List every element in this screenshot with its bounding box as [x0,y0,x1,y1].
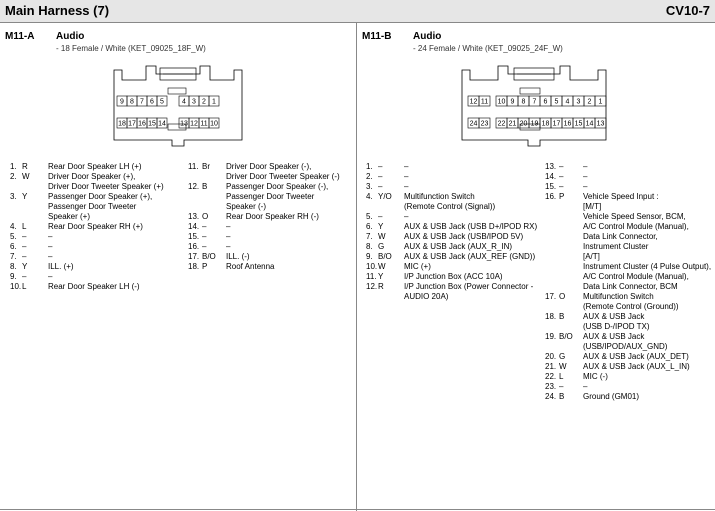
pin-label: 6 [150,98,154,106]
pin-label: 11 [200,120,208,128]
pin-row [366,222,544,232]
pin-label: 5 [554,98,559,106]
pin-wire-color: – [202,222,207,231]
pin-label: 12 [469,98,478,106]
pin-number: 9. [366,252,373,261]
pin-label: 18 [541,120,550,128]
pin-label: 10 [497,98,506,106]
pin-label: 2 [202,98,206,106]
pin-wire-color: – [378,212,383,221]
pin-number: 12. [366,282,378,291]
pin-description: A/C Control Module (Manual), [583,222,689,231]
connector-key [168,88,186,94]
connector-id-m11a: M11-A [5,31,35,42]
pin-description: Rear Door Speaker LH (-) [48,282,140,291]
pin-number: 1. [10,162,17,171]
pin-row [10,232,185,242]
pin-number: 14. [188,222,200,231]
pin-wire-color: Y [22,192,28,201]
pin-row [366,192,544,202]
pin-description: – [583,162,588,171]
pin-row [10,222,185,232]
pin-label: 8 [521,98,526,106]
pin-wire-color: – [202,242,207,251]
pin-wire-color: W [378,232,386,241]
pin-row [188,222,353,232]
connector-id-m11b: M11-B [362,31,392,42]
pin-row [545,222,713,232]
pin-label: 21 [508,120,517,128]
pin-description: Rear Door Speaker RH (+) [48,222,143,231]
pin-number: 8. [366,242,373,251]
pin-wire-color: – [378,172,383,181]
pin-label: 7 [532,98,537,106]
pin-wire-color: B/O [559,332,573,341]
pin-number: 19. [545,332,557,341]
pin-label: 15 [148,120,156,128]
pin-wire-color: R [22,162,28,171]
pin-label: 2 [587,98,592,106]
pin-description: Rear Door Speaker RH (-) [226,212,319,221]
pin-row [545,162,713,172]
pin-wire-color: – [22,232,27,241]
pin-description: – [48,252,53,261]
pin-number: 14. [545,172,557,181]
pin-description: Rear Door Speaker LH (+) [48,162,142,171]
pin-description: AUDIO 20A) [404,292,449,301]
pin-label: 18 [118,120,126,128]
page-title: Main Harness (7) [5,3,110,18]
pin-label: 16 [138,120,146,128]
pin-label: 4 [565,98,570,106]
connector-diagram-m11a [108,60,248,148]
pin-number: 7. [366,232,373,241]
pin-description: AUX & USB Jack (AUX_REF (GND)) [404,252,536,261]
pin-description: – [226,242,231,251]
pin-number: 5. [366,212,373,221]
pin-description: AUX & USB Jack [583,312,645,321]
pin-row [545,372,713,382]
pin-number: 24. [545,392,557,401]
pin-description: [A/T] [583,252,600,261]
pin-row [545,172,713,182]
pin-row [545,382,713,392]
pin-wire-color: R [378,282,384,291]
pin-description: Passenger Door Tweeter [226,192,315,201]
pin-number: 11. [366,272,377,281]
pin-description: Data Link Connector, [583,232,658,241]
pin-label: 10 [210,120,218,128]
pin-description: AUX & USB Jack (AUX_R_IN) [404,242,513,251]
column-divider [356,23,357,511]
pin-row [10,242,185,252]
connector-name-m11b: Audio [413,31,442,42]
pin-label: 22 [497,120,506,128]
pin-description: Multifunction Switch [583,292,654,301]
pin-description: Vehicle Speed Input : [583,192,659,201]
pin-description: [M/T] [583,202,602,211]
pin-wire-color: Y [378,222,384,231]
pin-label: 17 [128,120,136,128]
pin-label: 20 [519,120,528,128]
pin-description: Multifunction Switch [404,192,475,201]
pin-row [188,262,353,272]
pin-row [10,272,185,282]
pin-row [545,272,713,282]
pin-number: 16. [188,242,200,251]
pin-row [10,262,185,272]
pin-description: I/P Junction Box (Power Connector - [404,282,534,291]
pin-label: 24 [469,120,478,128]
pin-description: (USB/IPOD/AUX_GND) [583,342,668,351]
pin-wire-color: Y [22,262,28,271]
pin-label: 11 [480,98,489,106]
pin-number: 10. [366,262,378,271]
pin-description: (USB D-/IPOD TX) [583,322,650,331]
pin-number: 18. [545,312,557,321]
pin-description: – [404,162,409,171]
pin-row [10,252,185,262]
pin-description: Passenger Door Speaker (-), [226,182,329,191]
pin-label: 14 [158,120,166,128]
pin-wire-color: – [559,162,564,171]
pin-wire-color: G [559,352,566,361]
pin-description: Speaker (-) [226,202,267,211]
pin-description: Driver Door Tweeter Speaker (-) [226,172,340,181]
pin-label: 17 [552,120,561,128]
pin-row [188,232,353,242]
pin-description: A/C Control Module (Manual), [583,272,689,281]
pin-label: 12 [190,120,198,128]
pin-description: AUX & USB Jack (AUX_L_IN) [583,362,690,371]
pin-description: AUX & USB Jack [583,332,645,341]
pin-wire-color: O [202,212,209,221]
connector-diagram-m11b [456,60,612,148]
pin-wire-color: P [202,262,208,271]
pin-label: 5 [160,98,164,106]
pin-label: 1 [598,98,603,106]
pin-description: Instrument Cluster (4 Pulse Output), [583,262,712,271]
pin-description: – [404,212,409,221]
pin-row [366,252,544,262]
pin-number: 17. [545,292,557,301]
pin-number: 3. [366,182,373,191]
pin-wire-color: – [559,382,564,391]
pin-row [10,182,185,192]
pin-wire-color: B/O [202,252,216,261]
pin-label: 14 [585,120,594,128]
pin-list-m11a-left [10,162,185,292]
pin-row [545,342,713,352]
pin-row [545,262,713,272]
pin-number: 10. [10,282,22,291]
pin-description: ILL. (+) [48,262,74,271]
pin-wire-color: – [559,182,564,191]
pin-description: – [404,182,409,191]
pin-row [188,172,353,182]
pin-description: – [583,382,588,391]
pin-description: Data Link Connector, BCM [583,282,678,291]
pin-description: – [226,232,231,241]
pin-label: 9 [120,98,124,106]
pin-label: 23 [480,120,489,128]
pin-row [366,272,544,282]
pin-label: 7 [140,98,144,106]
pin-wire-color: Br [202,162,210,171]
pin-label: 6 [543,98,548,106]
pin-label: 15 [574,120,583,128]
connector-name-m11a: Audio [56,31,85,42]
pin-number: 15. [188,232,200,241]
pin-description: (Remote Control (Ground)) [583,302,679,311]
pin-wire-color: B [559,312,565,321]
pin-row [545,232,713,242]
pin-number: 13. [188,212,200,221]
pin-number: 7. [10,252,17,261]
pin-row [10,202,185,212]
pin-wire-color: – [22,252,27,261]
pin-wire-color: W [378,262,386,271]
pin-wire-color: L [559,372,564,381]
pin-wire-color: – [22,242,27,251]
pin-list-m11a-right [188,162,353,272]
pin-row [366,242,544,252]
pin-label: 9 [510,98,515,106]
pin-description: – [404,172,409,181]
pin-number: 6. [10,242,17,251]
pin-row [10,282,185,292]
pin-description: AUX & USB Jack (AUX_DET) [583,352,689,361]
pin-row [188,212,353,222]
pin-row [545,212,713,222]
pin-description: Instrument Cluster [583,242,649,251]
bottom-border [0,509,715,510]
pin-description: Driver Door Speaker (-), [226,162,312,171]
pin-description: Driver Door Tweeter Speaker (+) [48,182,164,191]
pin-number: 8. [10,262,17,271]
pin-description: AUX & USB Jack (USB D+/IPOD RX) [404,222,538,231]
pin-row [545,302,713,312]
pin-row [366,202,544,212]
pin-description: (Remote Control (Signal)) [404,202,496,211]
pin-number: 16. [545,192,557,201]
pin-label: 3 [192,98,196,106]
pin-row [545,242,713,252]
pin-label: 13 [180,120,188,128]
pin-description: Passenger Door Tweeter [48,202,137,211]
pin-row [188,202,353,212]
pin-row [545,362,713,372]
pin-row [366,162,544,172]
pin-row [366,232,544,242]
pin-number: 21. [545,362,557,371]
pin-wire-color: W [22,172,30,181]
pin-wire-color: L [22,282,27,291]
pin-wire-color: B [202,182,208,191]
pin-row [545,392,713,402]
pin-number: 6. [366,222,373,231]
connector-desc-m11b: - 24 Female / White (KET_09025_24F_W) [413,44,563,53]
pin-row [10,192,185,202]
pin-number: 15. [545,182,557,191]
pin-row [366,282,544,292]
pin-number: 4. [366,192,373,201]
pin-list-m11b-left [366,162,544,302]
pin-wire-color: B [559,392,565,401]
pin-wire-color: Y/O [378,192,392,201]
pin-description: AUX & USB Jack (USB/IPOD 5V) [404,232,524,241]
connector-desc-m11a: - 18 Female / White (KET_09025_18F_W) [56,44,206,53]
pin-wire-color: P [559,192,565,201]
pin-description: I/P Junction Box (ACC 10A) [404,272,503,281]
pin-description: – [583,172,588,181]
pin-number: 23. [545,382,557,391]
pin-row [366,172,544,182]
pin-row [188,192,353,202]
pin-label: 3 [576,98,581,106]
pin-row [545,192,713,202]
pin-number: 5. [10,232,17,241]
pin-list-m11b-right [545,162,713,402]
pin-wire-color: B/O [378,252,392,261]
pin-description: – [583,182,588,191]
pin-row [545,332,713,342]
pin-row [188,182,353,192]
pin-wire-color: – [22,272,27,281]
pin-wire-color: Y [378,272,384,281]
pin-number: 12. [188,182,200,191]
pin-row [10,212,185,222]
pin-description: – [48,232,53,241]
pin-number: 17. [188,252,200,261]
pin-row [188,242,353,252]
pin-wire-color: – [559,172,564,181]
pin-number: 2. [366,172,373,181]
pin-number: 22. [545,372,557,381]
pin-number: 4. [10,222,17,231]
pin-row [188,252,353,262]
pin-row [545,282,713,292]
pin-number: 11. [188,162,199,171]
pin-wire-color: – [378,182,383,191]
pin-description: MIC (-) [583,372,608,381]
pin-description: – [48,272,53,281]
pin-description: Roof Antenna [226,262,275,271]
connector-key [520,88,540,94]
pin-description: Speaker (+) [48,212,91,221]
pin-description: Passenger Door Speaker (+), [48,192,153,201]
pin-row [366,292,544,302]
pin-description: – [226,222,231,231]
pin-row [545,292,713,302]
pin-description: Ground (GM01) [583,392,640,401]
pin-row [545,352,713,362]
pin-row [545,202,713,212]
pin-wire-color: – [378,162,383,171]
pin-number: 20. [545,352,557,361]
pin-number: 1. [366,162,373,171]
pin-row [366,182,544,192]
pin-row [188,162,353,172]
pin-wire-color: L [22,222,27,231]
pin-wire-color: W [559,362,567,371]
pin-wire-color: – [202,232,207,241]
pin-number: 13. [545,162,557,171]
pin-number: 9. [10,272,17,281]
pin-row [545,312,713,322]
pin-description: – [48,242,53,251]
pin-label: 4 [182,98,186,106]
pin-wire-color: G [378,242,385,251]
pin-row [10,162,185,172]
pin-description: MIC (+) [404,262,431,271]
pin-label: 1 [212,98,216,106]
pin-row [545,322,713,332]
pin-row [545,252,713,262]
pin-description: Driver Door Speaker (+), [48,172,136,181]
pin-wire-color: O [559,292,566,301]
pin-label: 8 [130,98,134,106]
pin-row [366,212,544,222]
pin-description: ILL. (-) [226,252,250,261]
pin-row [366,262,544,272]
pin-number: 18. [188,262,200,271]
pin-row [10,172,185,182]
page-code: CV10-7 [665,3,710,18]
pin-label: 19 [530,120,539,128]
pin-row [545,182,713,192]
pin-number: 2. [10,172,17,181]
pin-number: 3. [10,192,17,201]
pin-description: Vehicle Speed Sensor, BCM, [583,212,686,221]
pin-label: 13 [596,120,605,128]
page-header [0,0,715,23]
pin-label: 16 [563,120,572,128]
